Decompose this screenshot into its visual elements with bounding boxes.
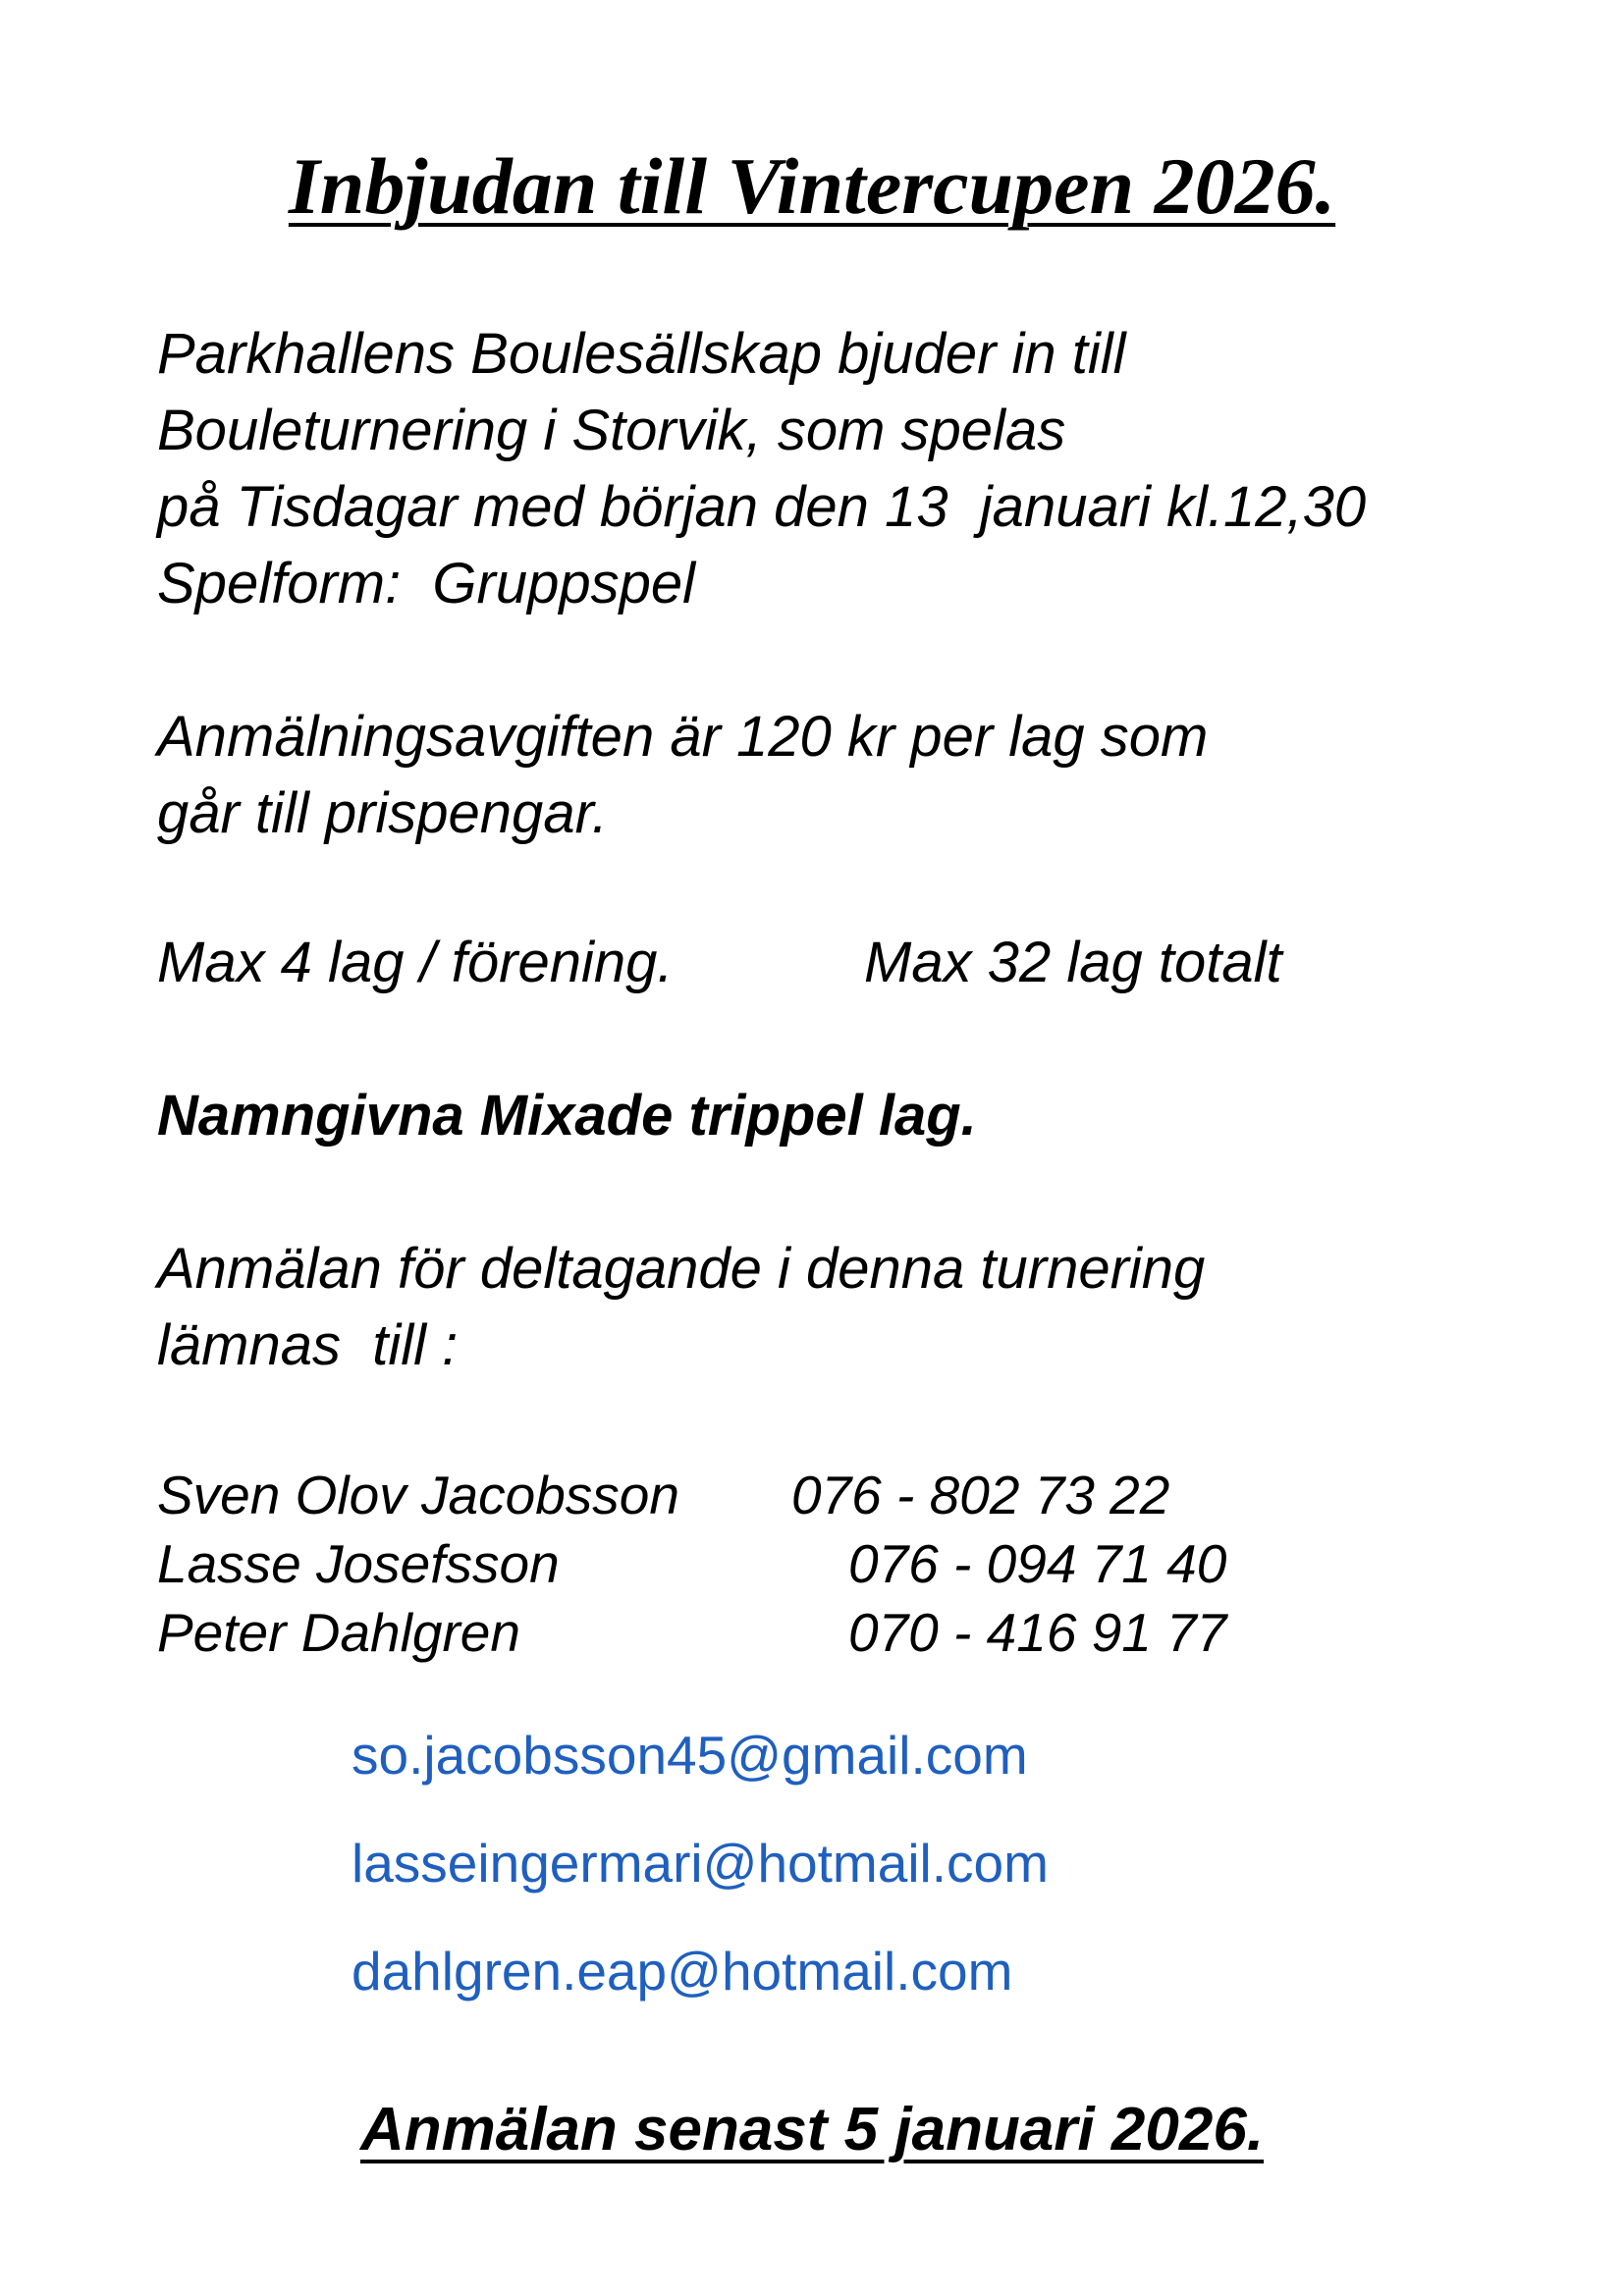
registration-line-2: lämnas till :	[157, 1313, 459, 1377]
limit-total: Max 32 lag totalt	[864, 931, 1282, 994]
contact-phone: 076 - 094 71 40	[848, 1533, 1227, 1594]
contact-phone: 076 - 802 73 22	[791, 1465, 1170, 1525]
limit-per-club: Max 4 lag / förening.	[157, 931, 674, 994]
page-title: Inbjudan till Vintercupen 2026.	[288, 141, 1336, 231]
registration-deadline: Anmälan senast 5 januari 2026.	[359, 2096, 1265, 2163]
contact-name: Lasse Josefsson	[157, 1533, 560, 1594]
intro-line-2: Bouleturnering i Storvik, som spelas	[157, 399, 1066, 462]
intro-line-1: Parkhallens Boulesällskap bjuder in till	[157, 322, 1126, 386]
team-format: Namngivna Mixade trippel lag.	[157, 1084, 977, 1148]
fee-line-1: Anmälningsavgiften är 120 kr per lag som	[157, 705, 1209, 769]
contact-name: Peter Dahlgren	[157, 1602, 520, 1663]
email-link[interactable]: dahlgren.eap@hotmail.com	[352, 1941, 1013, 2002]
fee-line-2: går till prispengar.	[157, 781, 608, 845]
email-link[interactable]: so.jacobsson45@gmail.com	[352, 1725, 1028, 1786]
intro-line-3: på Tisdagar med början den 13 januari kl.12,30	[157, 475, 1367, 539]
registration-line-1: Anmälan för deltagande i denna turnering	[157, 1237, 1206, 1301]
intro-line-4: Spelform: Gruppspel	[157, 552, 696, 615]
email-link[interactable]: lasseingermari@hotmail.com	[352, 1833, 1049, 1894]
contact-phone: 070 - 416 91 77	[848, 1602, 1227, 1663]
contact-name: Sven Olov Jacobsson	[157, 1465, 679, 1525]
